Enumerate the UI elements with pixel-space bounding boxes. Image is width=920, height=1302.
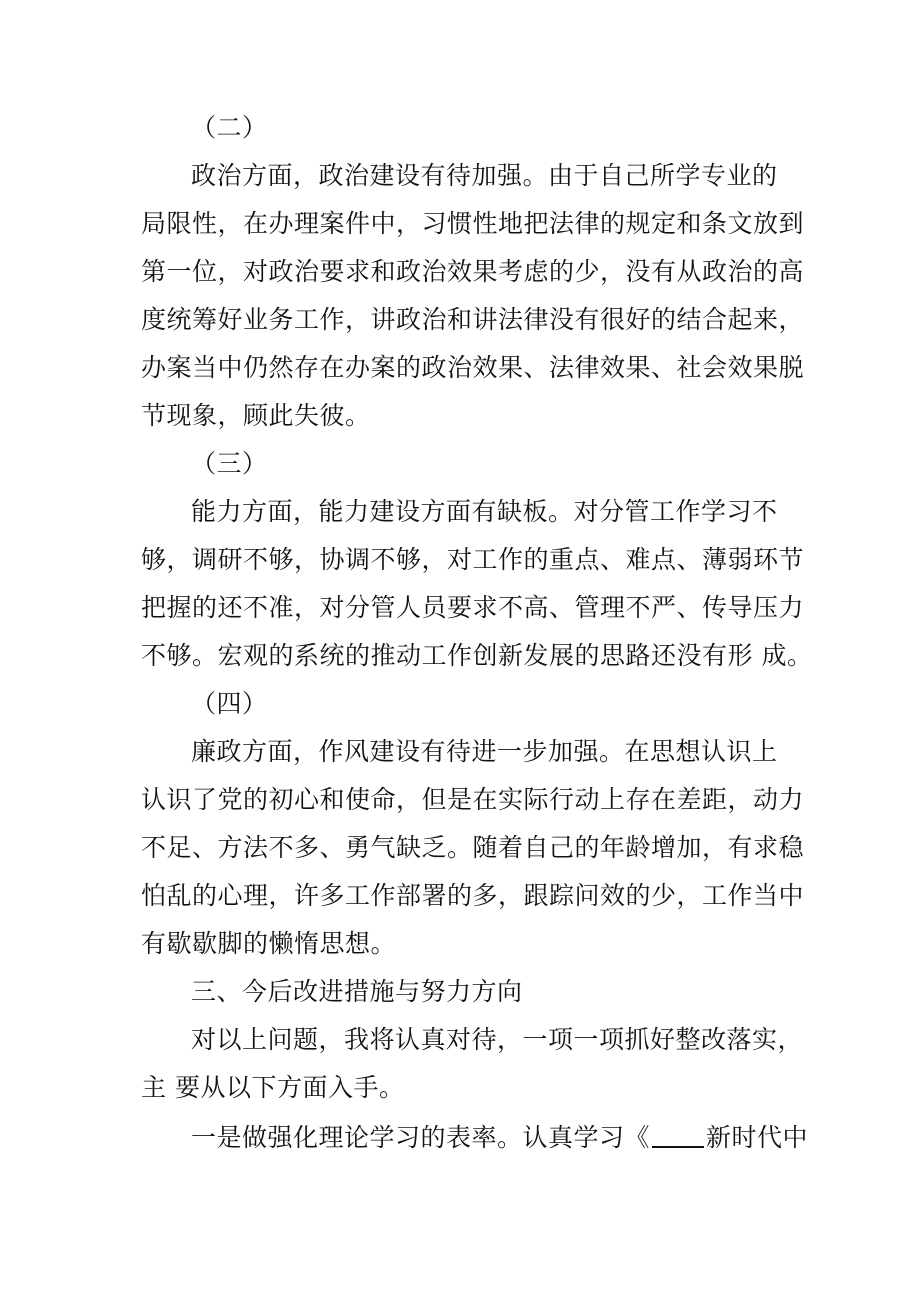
paragraph-line: 办案当中仍然存在办案的政治效果、法律效果、社会效果脱 — [141, 353, 805, 382]
paragraph-line: 局限性，在办理案件中，习惯性地把法律的规定和条文放到 — [141, 209, 805, 238]
fill-in-blank — [652, 1144, 704, 1148]
section-number-4: （四） — [191, 689, 268, 718]
paragraph-line: 不足、方法不多、勇气缺乏。随着自己的年龄增加，有求稳 — [141, 833, 805, 862]
paragraph-line: 怕乱的心理，许多工作部署的多，跟踪问效的少，工作当中 — [141, 881, 805, 910]
paragraph-line: 对以上问题，我将认真对待，一项一项抓好整改落实， — [191, 1025, 804, 1054]
paragraph-line: 有歇歇脚的懒惰思想。 — [141, 929, 397, 958]
last-line-prefix: 一是做强化理论学习的表率。认真学习《 — [191, 1123, 651, 1152]
paragraph-line: 认识了党的初心和使命，但是在实际行动上存在差距，动力 — [141, 785, 805, 814]
paragraph-line: 廉政方面，作风建设有待进一步加强。在思想认识上 — [191, 737, 778, 766]
paragraph-line: 第一位，对政治要求和政治效果考虑的少，没有从政治的高 — [141, 257, 805, 286]
paragraph-line: 主 要从以下方面入手。 — [141, 1073, 405, 1102]
paragraph-line: 把握的还不准，对分管人员要求不高、管理不严、传导压力 — [141, 593, 805, 622]
paragraph-line: 能力方面，能力建设方面有缺板。对分管工作学习不 — [191, 497, 778, 526]
section-number-3: （三） — [191, 449, 268, 478]
last-line-suffix: 新时代中 — [706, 1123, 809, 1152]
paragraph-line: 政治方面，政治建设有待加强。由于自己所学专业的 — [191, 161, 778, 190]
paragraph-line-last — [0, 1114, 920, 1162]
paragraph-line: 不够。宏观的系统的推动工作创新发展的思路还没有形 成。 — [141, 641, 813, 670]
section-number-2: （二） — [191, 113, 268, 142]
section-heading-3: 三、今后改进措施与努力方向 — [191, 977, 523, 1006]
paragraph-line: 节现象，顾此失彼。 — [141, 401, 371, 430]
paragraph-line: 够，调研不够，协调不够，对工作的重点、难点、薄弱环节 — [141, 545, 805, 574]
paragraph-line: 度统筹好业务工作，讲政治和讲法律没有很好的结合起来， — [141, 305, 805, 334]
